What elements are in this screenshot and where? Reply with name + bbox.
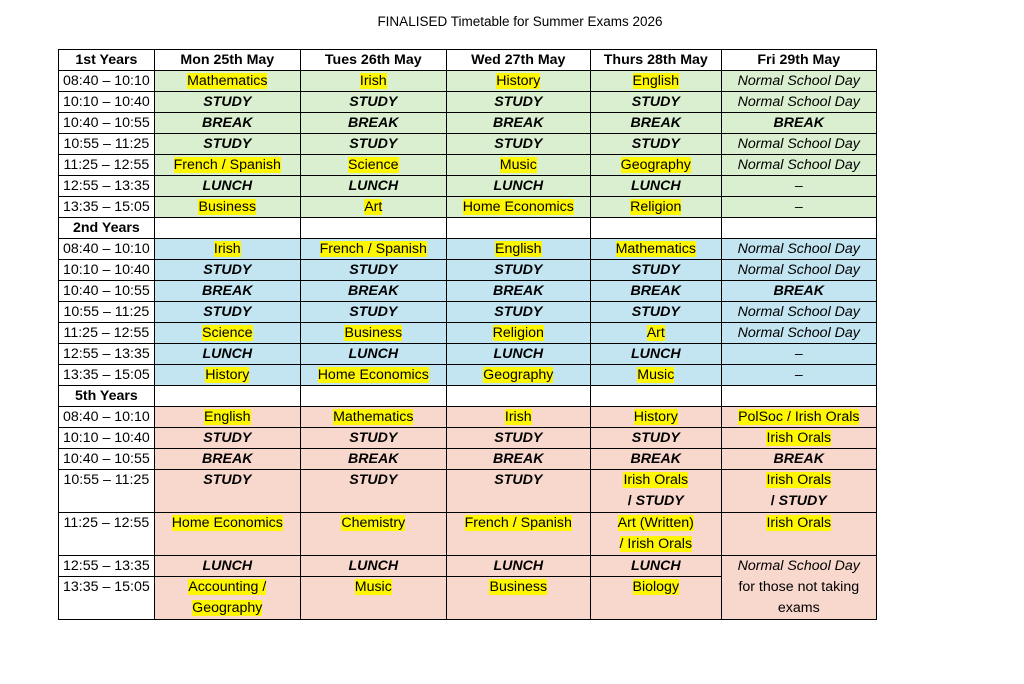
exam-cell [590, 113, 721, 134]
timetable-row [59, 92, 877, 113]
cell-text: LUNCH [630, 346, 681, 362]
timetable-row [59, 428, 877, 449]
cell-text: STUDY [203, 430, 252, 446]
exam-cell [721, 470, 876, 513]
empty-cell [721, 218, 876, 239]
empty-cell [300, 386, 446, 407]
exam-cell [154, 176, 300, 197]
day-header: Wed 27th May [446, 50, 590, 71]
cell-text: STUDY [349, 136, 398, 152]
cell-text: exams [777, 600, 820, 616]
cell-text: STUDY [203, 304, 252, 320]
cell-text: STUDY [494, 136, 543, 152]
time-slot: 13:35 – 15:05 [59, 577, 155, 620]
cell-text: / STUDY [770, 493, 827, 509]
exam-cell [154, 449, 300, 470]
cell-text: LUNCH [630, 178, 681, 194]
cell-text: LUNCH [630, 558, 681, 574]
exam-cell [446, 176, 590, 197]
cell-text: STUDY [494, 262, 543, 278]
cell-text: STUDY [349, 304, 398, 320]
exam-cell [590, 302, 721, 323]
exam-cell [300, 113, 446, 134]
year-group-label: 2nd Years [59, 218, 155, 239]
time-slot: 08:40 – 10:10 [59, 239, 155, 260]
exam-cell [300, 281, 446, 302]
exam-cell [300, 449, 446, 470]
exam-cell [721, 428, 876, 449]
cell-text: French / Spanish [173, 157, 281, 173]
exam-cell [590, 134, 721, 155]
exam-cell [721, 134, 876, 155]
cell-text: LUNCH [493, 346, 544, 362]
cell-text: STUDY [631, 304, 680, 320]
cell-text: LUNCH [348, 558, 399, 574]
exam-cell [154, 260, 300, 281]
exam-cell [590, 428, 721, 449]
exam-cell [446, 71, 590, 92]
cell-text: STUDY [494, 94, 543, 110]
exam-cell [721, 365, 876, 386]
exam-cell [446, 470, 590, 513]
exam-cell [300, 260, 446, 281]
cell-text: Music [637, 367, 675, 383]
exam-cell [446, 302, 590, 323]
cell-text: / STUDY [627, 493, 684, 509]
cell-text: Music [499, 157, 537, 173]
time-slot: 11:25 – 12:55 [59, 155, 155, 176]
cell-text: BREAK [493, 451, 544, 467]
year-group-label: 5th Years [59, 386, 155, 407]
exam-cell [154, 470, 300, 513]
exam-cell [154, 113, 300, 134]
exam-timetable [58, 49, 877, 620]
cell-text: BREAK [630, 451, 681, 467]
cell-text: LUNCH [493, 558, 544, 574]
cell-text: STUDY [349, 94, 398, 110]
cell-text: Home Economics [317, 367, 429, 383]
exam-cell [590, 92, 721, 113]
time-slot: 12:55 – 13:35 [59, 176, 155, 197]
exam-cell [446, 260, 590, 281]
exam-cell [446, 113, 590, 134]
exam-cell [721, 344, 876, 365]
exam-cell [300, 428, 446, 449]
cell-text: BREAK [630, 283, 681, 299]
exam-cell [721, 407, 876, 428]
empty-cell [154, 218, 300, 239]
cell-text: BREAK [202, 115, 253, 131]
timetable-row [59, 365, 877, 386]
exam-cell [154, 407, 300, 428]
exam-cell [300, 239, 446, 260]
cell-text: STUDY [349, 262, 398, 278]
cell-text: BREAK [773, 451, 824, 467]
cell-text: Irish [359, 73, 387, 89]
cell-text: STUDY [631, 136, 680, 152]
exam-cell [590, 239, 721, 260]
exam-cell [446, 513, 590, 556]
exam-cell [154, 302, 300, 323]
cell-text: Art [646, 325, 665, 341]
cell-text: Accounting / [188, 579, 267, 595]
exam-cell [154, 577, 300, 620]
cell-text: BREAK [348, 115, 399, 131]
exam-cell [300, 513, 446, 556]
time-slot: 10:55 – 11:25 [59, 302, 155, 323]
exam-cell [300, 365, 446, 386]
time-slot: 12:55 – 13:35 [59, 556, 155, 577]
exam-cell [446, 239, 590, 260]
cell-text: Geography [192, 600, 263, 616]
cell-text: Geography [620, 157, 691, 173]
cell-text: LUNCH [348, 346, 399, 362]
day-header: Mon 25th May [154, 50, 300, 71]
empty-cell [590, 386, 721, 407]
exam-cell [154, 344, 300, 365]
timetable-row [59, 155, 877, 176]
time-slot: 10:40 – 10:55 [59, 113, 155, 134]
exam-cell [154, 92, 300, 113]
time-slot: 10:40 – 10:55 [59, 281, 155, 302]
cell-text: Science [202, 325, 253, 341]
exam-cell [590, 365, 721, 386]
time-slot: 08:40 – 10:10 [59, 407, 155, 428]
exam-cell [446, 155, 590, 176]
cell-text: LUNCH [202, 346, 253, 362]
exam-cell [300, 323, 446, 344]
empty-cell [154, 386, 300, 407]
cell-text: Normal School Day [737, 325, 860, 341]
cell-text: Art [364, 199, 383, 215]
cell-text: Geography [483, 367, 554, 383]
cell-text: BREAK [493, 115, 544, 131]
exam-cell [300, 197, 446, 218]
timetable-row [59, 513, 877, 556]
exam-cell [446, 197, 590, 218]
cell-text: Irish Orals [766, 515, 832, 531]
cell-text: Normal School Day [737, 241, 860, 257]
cell-text: Home Economics [171, 515, 283, 531]
cell-text: / Irish Orals [619, 536, 693, 552]
exam-cell [446, 323, 590, 344]
time-slot: 08:40 – 10:10 [59, 71, 155, 92]
exam-cell [154, 281, 300, 302]
exam-cell [300, 302, 446, 323]
time-slot: 11:25 – 12:55 [59, 513, 155, 556]
cell-text: Normal School Day [737, 262, 860, 278]
time-slot: 10:10 – 10:40 [59, 428, 155, 449]
cell-text: Irish [504, 409, 532, 425]
cell-text: English [204, 409, 251, 425]
time-slot: 13:35 – 15:05 [59, 197, 155, 218]
time-slot: 11:25 – 12:55 [59, 323, 155, 344]
timetable-row [59, 239, 877, 260]
exam-cell [721, 197, 876, 218]
cell-text: Normal School Day [737, 558, 860, 574]
cell-text: Chemistry [341, 515, 406, 531]
time-slot: 10:55 – 11:25 [59, 470, 155, 513]
timetable-row [59, 113, 877, 134]
cell-text: – [794, 367, 803, 383]
cell-text: STUDY [203, 94, 252, 110]
exam-cell [446, 134, 590, 155]
empty-cell [721, 386, 876, 407]
exam-cell [721, 176, 876, 197]
cell-text: STUDY [631, 94, 680, 110]
cell-text: STUDY [631, 430, 680, 446]
day-header: Tues 26th May [300, 50, 446, 71]
cell-text: STUDY [203, 262, 252, 278]
cell-text: Mathematics [615, 241, 696, 257]
timetable-row [59, 470, 877, 513]
day-header: Fri 29th May [721, 50, 876, 71]
cell-text: BREAK [773, 115, 824, 131]
cell-text: BREAK [348, 451, 399, 467]
cell-text: – [794, 199, 803, 215]
timetable-row [59, 281, 877, 302]
exam-cell [590, 344, 721, 365]
exam-cell [154, 71, 300, 92]
empty-cell [446, 218, 590, 239]
cell-text: History [633, 409, 678, 425]
exam-cell [154, 513, 300, 556]
page-title: FINALISED Timetable for Summer Exams 2026 [377, 14, 663, 29]
exam-cell [721, 449, 876, 470]
timetable-row [59, 323, 877, 344]
exam-cell [300, 344, 446, 365]
cell-text: STUDY [349, 472, 398, 488]
timetable-row [59, 71, 877, 92]
exam-cell [721, 556, 876, 620]
empty-cell [590, 218, 721, 239]
timetable-row [59, 176, 877, 197]
cell-text: Normal School Day [737, 157, 860, 173]
cell-text: Normal School Day [737, 94, 860, 110]
exam-cell [721, 281, 876, 302]
timetable-row [59, 556, 877, 577]
cell-text: STUDY [494, 472, 543, 488]
cell-text: STUDY [631, 262, 680, 278]
exam-cell [300, 134, 446, 155]
exam-cell [721, 239, 876, 260]
cell-text: Irish Orals [766, 430, 832, 446]
exam-cell [154, 155, 300, 176]
cell-text: Irish Orals [766, 472, 832, 488]
exam-cell [590, 260, 721, 281]
cell-text: STUDY [349, 430, 398, 446]
time-slot: 10:10 – 10:40 [59, 260, 155, 281]
cell-text: Biology [632, 579, 680, 595]
timetable-row [59, 260, 877, 281]
exam-cell [590, 513, 721, 556]
exam-cell [446, 92, 590, 113]
cell-text: Business [489, 579, 548, 595]
exam-cell [721, 513, 876, 556]
cell-text: LUNCH [348, 178, 399, 194]
cell-text: Science [348, 157, 399, 173]
exam-cell [590, 281, 721, 302]
cell-text: Religion [630, 199, 682, 215]
exam-cell [590, 577, 721, 620]
cell-text: LUNCH [202, 178, 253, 194]
cell-text: Mathematics [187, 73, 268, 89]
exam-cell [721, 92, 876, 113]
year-group-label: 1st Years [59, 50, 155, 71]
timetable-row [59, 407, 877, 428]
cell-text: Business [344, 325, 403, 341]
cell-text: Irish Orals [623, 472, 689, 488]
cell-text: Normal School Day [737, 73, 860, 89]
cell-text: STUDY [203, 136, 252, 152]
cell-text: BREAK [348, 283, 399, 299]
exam-cell [446, 365, 590, 386]
exam-cell [154, 197, 300, 218]
exam-cell [721, 302, 876, 323]
exam-cell [590, 449, 721, 470]
exam-cell [446, 407, 590, 428]
exam-cell [721, 155, 876, 176]
exam-cell [590, 176, 721, 197]
cell-text: STUDY [494, 430, 543, 446]
timetable-row [59, 344, 877, 365]
exam-cell [300, 92, 446, 113]
exam-cell [590, 197, 721, 218]
empty-cell [300, 218, 446, 239]
timetable-row [59, 197, 877, 218]
exam-cell [721, 260, 876, 281]
cell-text: LUNCH [493, 178, 544, 194]
exam-cell [590, 407, 721, 428]
cell-text: French / Spanish [319, 241, 427, 257]
exam-cell [154, 365, 300, 386]
cell-text: History [205, 367, 250, 383]
time-slot: 10:10 – 10:40 [59, 92, 155, 113]
cell-text: STUDY [203, 472, 252, 488]
time-slot: 13:35 – 15:05 [59, 365, 155, 386]
timetable-row [59, 302, 877, 323]
exam-cell [721, 71, 876, 92]
cell-text: PolSoc / Irish Orals [738, 409, 860, 425]
exam-cell [446, 428, 590, 449]
cell-text: for those not taking [738, 579, 860, 595]
cell-text: – [794, 346, 803, 362]
exam-cell [446, 344, 590, 365]
cell-text: BREAK [493, 283, 544, 299]
cell-text: Art (Written) [617, 515, 694, 531]
empty-cell [446, 386, 590, 407]
timetable-row [59, 449, 877, 470]
cell-text: History [496, 73, 541, 89]
timetable-row [59, 134, 877, 155]
cell-text: Mathematics [333, 409, 414, 425]
cell-text: BREAK [630, 115, 681, 131]
cell-text: – [794, 178, 803, 194]
day-header: Thurs 28th May [590, 50, 721, 71]
cell-text: BREAK [202, 283, 253, 299]
exam-cell [300, 407, 446, 428]
exam-cell [590, 323, 721, 344]
exam-cell [300, 176, 446, 197]
cell-text: STUDY [494, 304, 543, 320]
exam-cell [154, 134, 300, 155]
exam-cell [446, 281, 590, 302]
cell-text: English [495, 241, 542, 257]
cell-text: Religion [492, 325, 544, 341]
exam-cell [446, 449, 590, 470]
exam-cell [721, 113, 876, 134]
cell-text: Normal School Day [737, 136, 860, 152]
cell-text: Music [354, 579, 392, 595]
exam-cell [590, 470, 721, 513]
exam-cell [154, 428, 300, 449]
time-slot: 10:40 – 10:55 [59, 449, 155, 470]
cell-text: Normal School Day [737, 304, 860, 320]
exam-cell [590, 556, 721, 577]
exam-cell [300, 556, 446, 577]
exam-cell [300, 470, 446, 513]
cell-text: Irish [213, 241, 241, 257]
exam-cell [446, 577, 590, 620]
cell-text: French / Spanish [464, 515, 572, 531]
cell-text: BREAK [202, 451, 253, 467]
cell-text: Business [198, 199, 257, 215]
exam-cell [300, 155, 446, 176]
exam-cell [446, 556, 590, 577]
time-slot: 12:55 – 13:35 [59, 344, 155, 365]
cell-text: LUNCH [202, 558, 253, 574]
exam-cell [300, 71, 446, 92]
cell-text: English [632, 73, 680, 89]
time-slot: 10:55 – 11:25 [59, 134, 155, 155]
exam-cell [154, 556, 300, 577]
cell-text: BREAK [773, 283, 824, 299]
exam-cell [721, 323, 876, 344]
exam-cell [300, 577, 446, 620]
cell-text: Home Economics [462, 199, 574, 215]
exam-cell [590, 155, 721, 176]
exam-cell [154, 239, 300, 260]
exam-cell [590, 71, 721, 92]
exam-cell [154, 323, 300, 344]
